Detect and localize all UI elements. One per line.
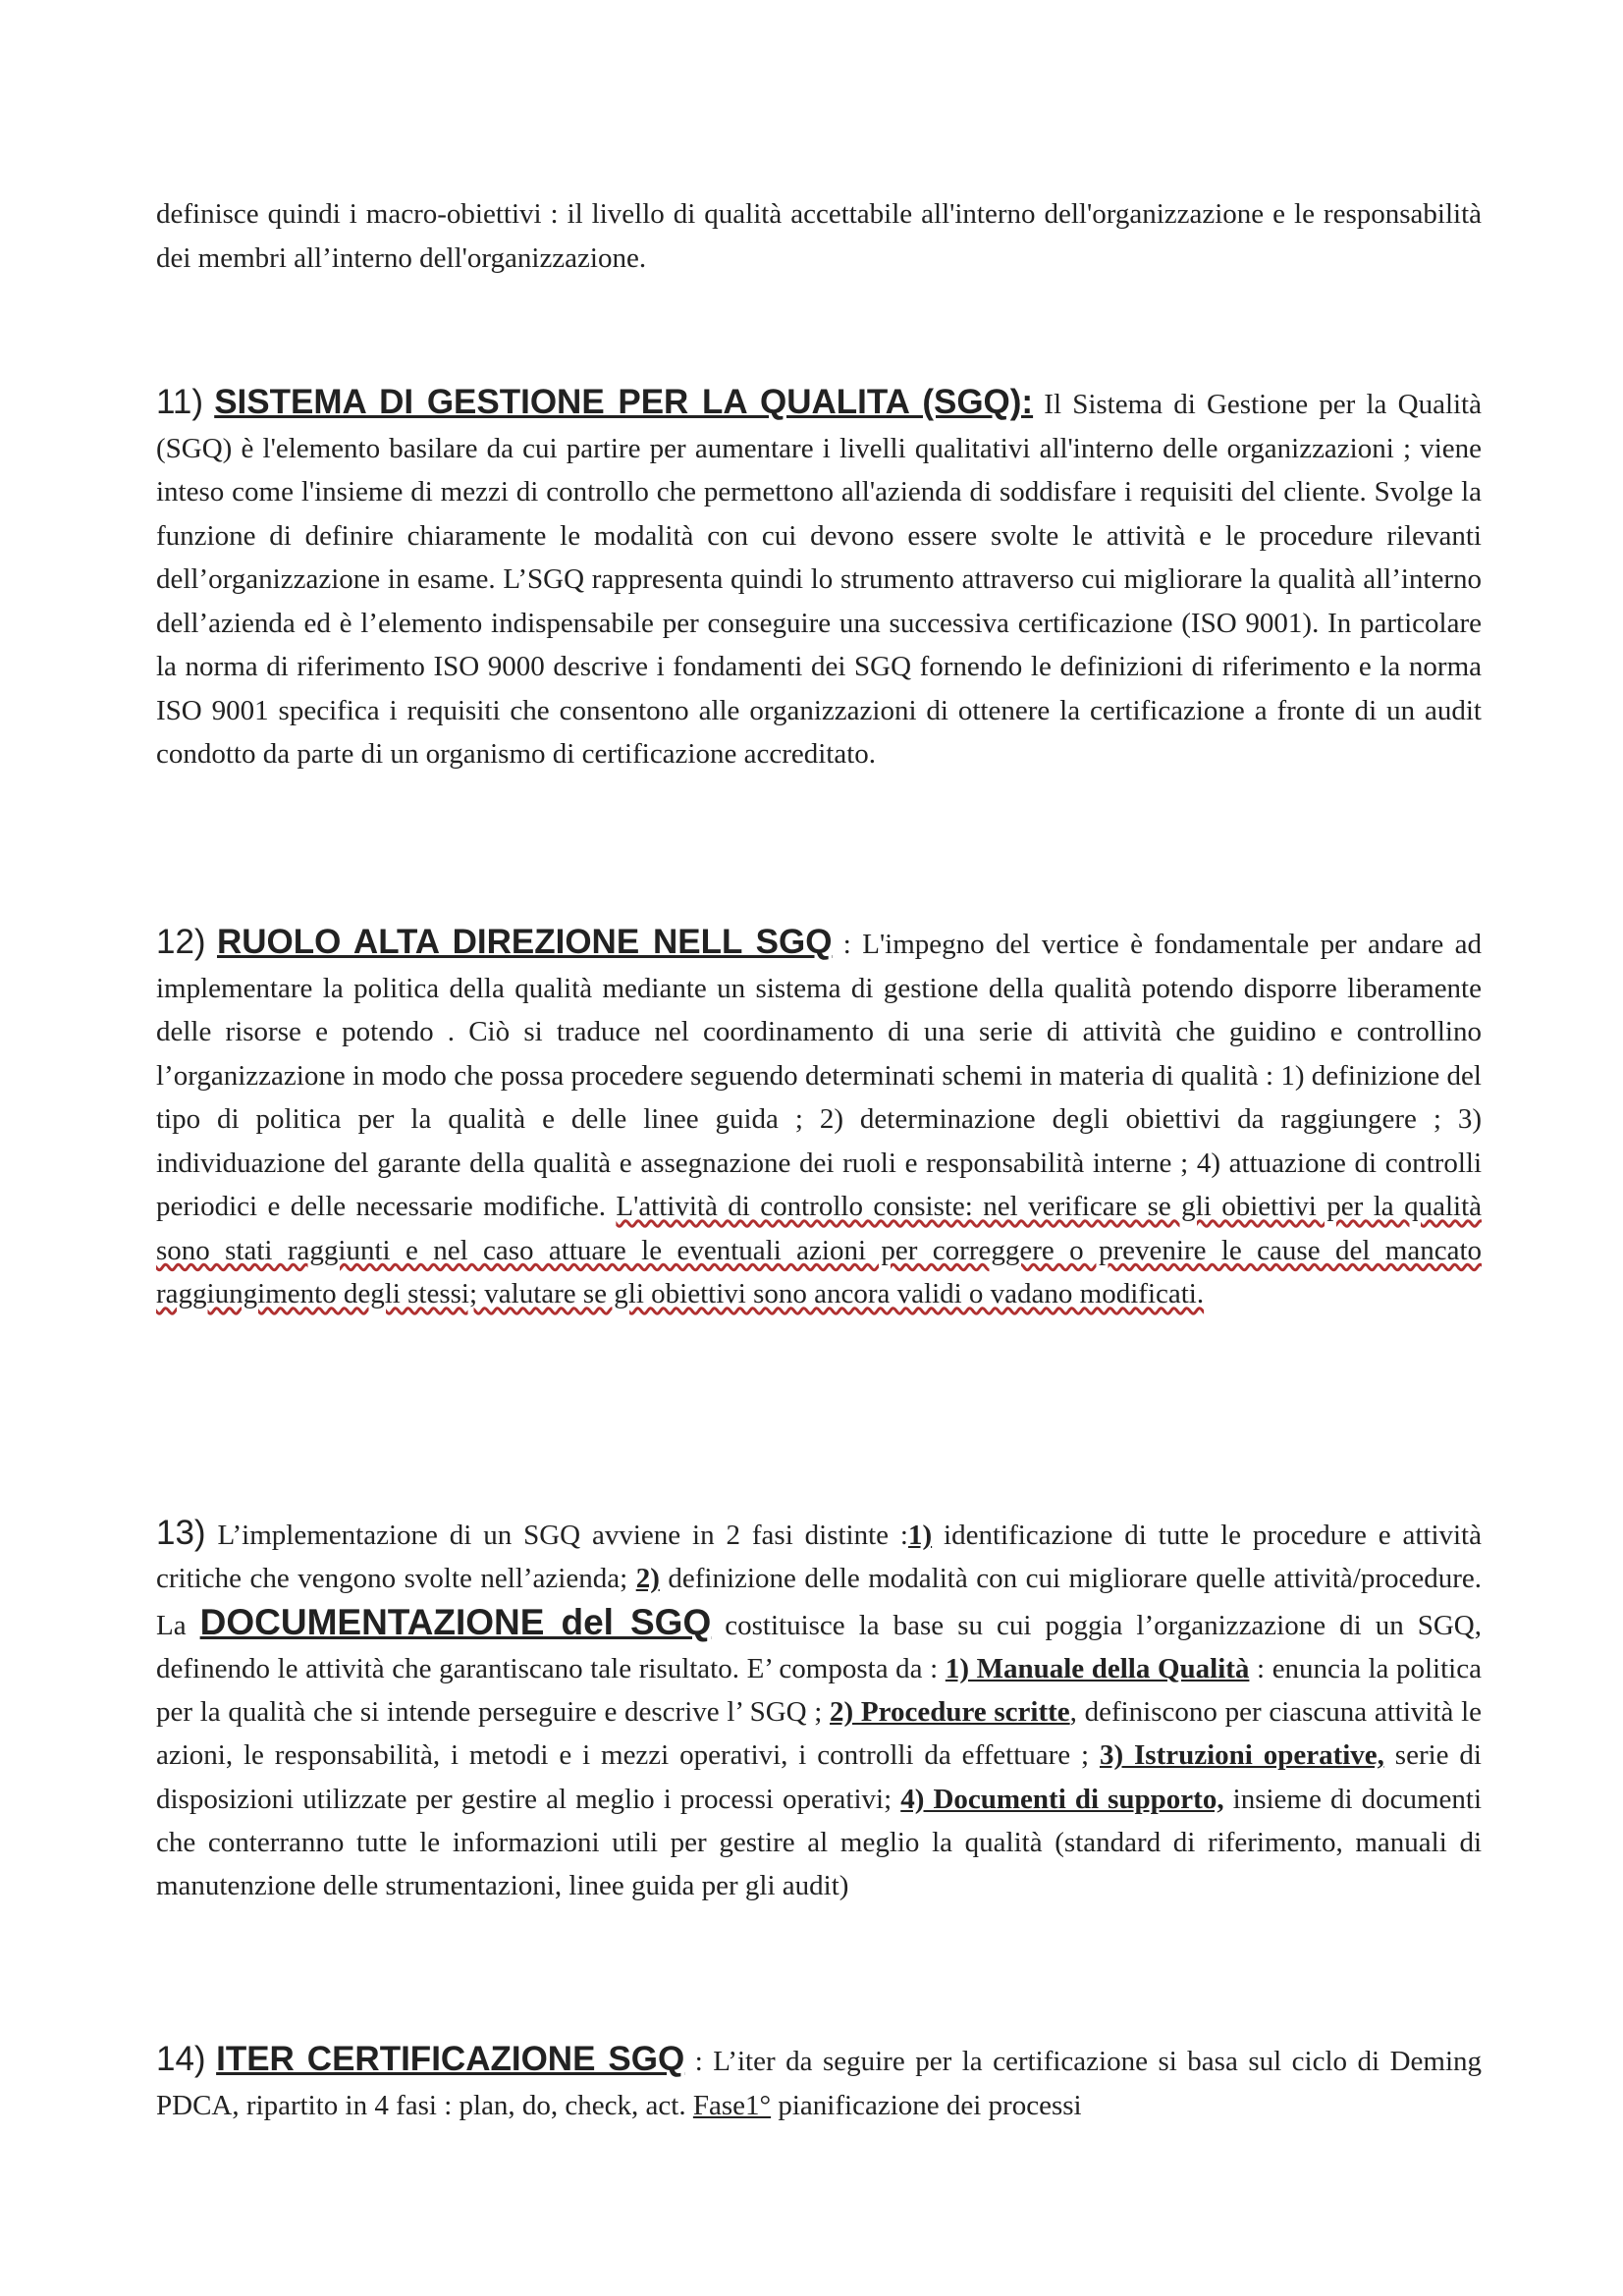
section-12-paragraph	[156, 921, 1482, 1316]
section-13-item-2: 2) Procedure scritte	[830, 1696, 1070, 1729]
section-13-item-3: 3) Istruzioni operative,	[1099, 1739, 1384, 1772]
section-14-phase: Fase1°	[692, 2089, 772, 2121]
section-14-text-2: pianificazione dei processi	[771, 2089, 1082, 2121]
section-13-number: 13)	[156, 1514, 206, 1552]
section-13-text-3: definizione delle modalità con cui migliorare quelle attività/procedure. La	[156, 1563, 1483, 1641]
intro-paragraph	[156, 192, 1482, 280]
section-13-text-7: serie di disposizioni utilizzate per gestire al meglio i processi operativi;	[156, 1739, 1482, 1815]
section-12-heading: RUOLO ALTA DIREZIONE NELL SGQ	[216, 923, 833, 961]
section-13-step-1: 1)	[907, 1520, 933, 1551]
section-12-number: 12)	[156, 923, 206, 961]
section-13-step-2: 2)	[635, 1563, 660, 1595]
section-13-text-4: costituisce la base su cui poggia l’organizzazione di un SGQ, definendo le attività che garantiscano tale risultato. E’ composta da :	[156, 1609, 1483, 1684]
section-12-body: : L'impegno del vertice è fondamentale per andare ad implementare la politica della qualità mediante un sistema di gestione della qualità potendo disporre liberamente delle risorse e potendo . Ciò si traduce nel coordinamento di una serie di attività che guidino e controllino l’organizzazione in modo che possa procedere seguendo determinati schemi in materia di qualità : 1) definizione del tipo di politica per la qualità e delle linee guida ; 2) determinazione degli obiettivi da raggiungere ; 3) individuazione del garante della qualità e assegnazione dei ruoli e responsabilità interne ; 4) attuazione di controlli periodici e delle necessarie modifiche.	[156, 929, 1483, 1222]
section-14-heading: ITER CERTIFICAZIONE SGQ	[216, 2040, 685, 2078]
section-13-text-2: identificazione di tutte le procedure e attività critiche che vengono svolte nell’azienda;	[156, 1520, 1482, 1595]
section-13-paragraph	[156, 1512, 1482, 1908]
section-11-number: 11)	[156, 383, 203, 421]
section-13-item-4: 4) Documenti di supporto,	[900, 1783, 1224, 1815]
section-11-heading: SISTEMA DI GESTIONE PER LA QUALITA (SGQ):	[214, 383, 1034, 421]
section-12-underlined-text: L'attività di controllo consiste: nel verificare se gli obiettivi per la qualità sono stati raggiunti e nel caso attuare le eventuali azioni per correggere o prevenire le cause del mancato raggiungimento degli stessi; valutare se gli obiettivi sono ancora validi o vadano modificati.	[156, 1191, 1482, 1309]
section-13-text-8: insieme di documenti che conterranno tutte le informazioni utili per gestire al meglio la qualità (standard di riferimento, manuali di manutenzione delle strumentazioni, linee guida per gli audit)	[156, 1783, 1483, 1902]
section-13-item-1: 1) Manuale della Qualità	[945, 1652, 1250, 1684]
section-11-paragraph	[156, 381, 1482, 776]
section-14-text-1: : L’iter da seguire per la certificazione si basa sul ciclo di Deming PDCA, ripartito in 4 fasi : plan, do, check, act.	[156, 2046, 1483, 2121]
section-13-text-5: : enuncia la politica per la qualità che si intende perseguire e descrive l’ SGQ ;	[156, 1652, 1482, 1729]
section-13-text-6: , definiscono per ciascuna attività le azioni, le responsabilità, i metodi e i mezzi operativi, i controlli da effettuare ;	[156, 1696, 1482, 1772]
section-11-body: Il Sistema di Gestione per la Qualità (SGQ) è l'elemento basilare da cui partire per aumentare i livelli qualitativi all'interno delle organizzazioni ; viene inteso come l'insieme di mezzi di controllo che permettono all'azienda di soddisfare i requisiti del cliente. Svolge la funzione di definire chiaramente le modalità con cui devono essere svolte le attività e le procedure rilevanti dell’organizzazione in esame. L’SGQ rappresenta quindi lo strumento attraverso cui migliorare la qualità all’interno dell’azienda ed è l’elemento indispensabile per conseguire una successiva certificazione (ISO 9001). In particolare la norma di riferimento ISO 9000 descrive i fondamenti dei SGQ fornendo le definizioni di riferimento e la norma ISO 9001 specifica i requisiti che consentono alle organizzazioni di ottenere la certificazione a fronte di un audit condotto da parte di un organismo di certificazione accreditato.	[156, 389, 1482, 770]
section-14-number: 14)	[156, 2040, 206, 2078]
section-13-text-1: L’implementazione di un SGQ avviene in 2 fasi distinte :	[205, 1520, 908, 1551]
intro-text: definisce quindi i macro-obiettivi : il livello di qualità accettabile all'interno dell'organizzazione e le responsabilità dei membri all’interno dell'organizzazione.	[156, 198, 1482, 274]
section-13-doc-heading: DOCUMENTAZIONE del SGQ	[199, 1601, 712, 1642]
section-14-paragraph	[156, 2038, 1482, 2127]
